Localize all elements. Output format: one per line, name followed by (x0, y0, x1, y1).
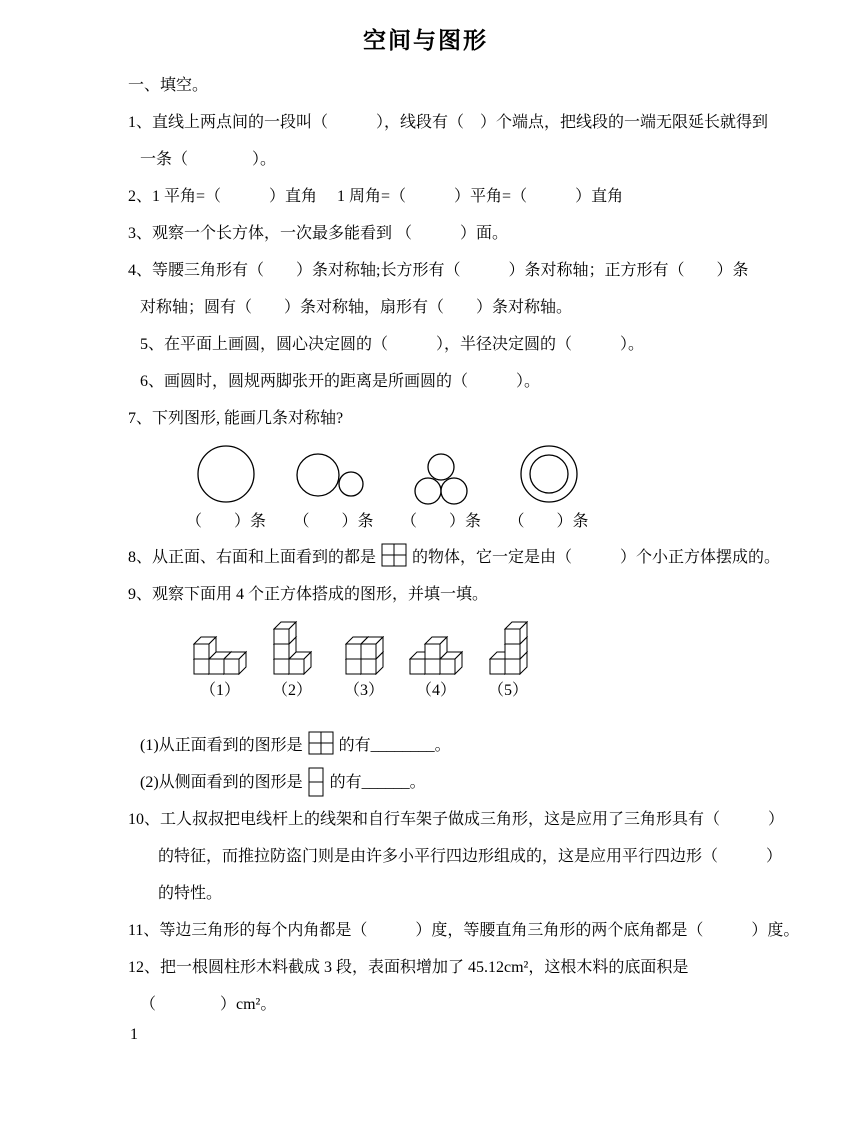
symmetry-answer-blank: （ ）条 (293, 513, 374, 530)
symmetry-figures-row (176, 443, 779, 505)
cube-figure-labels-row (184, 675, 779, 707)
question-8 (128, 539, 779, 576)
worksheet-content (0, 55, 851, 1023)
question-9: 9、观察下面用 4 个正方体搭成的图形，并填一填。 (128, 586, 489, 603)
figure-three-circles (391, 453, 491, 505)
question-6: 6、画圆时，圆规两脚张开的距离是所画圆的（ ）。 (140, 373, 541, 390)
question-10-line-2: 的特征，而推拉防盗门则是由许多小平行四边形组成的，这是应用平行四边形（ ） (158, 848, 783, 865)
figure-two-circles (276, 452, 391, 505)
cube-figure-label: （1） (199, 682, 240, 699)
question-1-line-1: 1、直线上两点间的一段叫（ ），线段有（ ）个端点，把线段的一端无限延长就得到 (128, 114, 769, 131)
cube-figures-row (184, 621, 779, 675)
question-10-line-3: 的特性。 (158, 885, 223, 902)
question-2: 2、1 平角=（ ）直角 1 周角=（ ）平角=（ ）直角 (128, 188, 624, 205)
square-grid-2x2-icon (381, 543, 407, 567)
cube-figure-label: （3） (343, 682, 384, 699)
page-title: 空间与图形 (363, 27, 488, 53)
cube-figure-5 (472, 621, 544, 675)
symmetry-answer-blank: （ ）条 (400, 513, 481, 530)
question-12-line-1: 12、把一根圆柱形木料截成 3 段，表面积增加了 45.12cm²，这根木料的底面积是 (128, 959, 689, 976)
cube-figure-3 (328, 636, 400, 675)
section-1-heading: 一、填空。 (128, 77, 209, 94)
page-number: 1 (130, 1026, 138, 1043)
concentric-circles-icon (518, 443, 580, 505)
question-1-line-2: 一条（ ）。 (140, 151, 277, 168)
question-12-line-2: （ ）cm²。 (140, 996, 277, 1013)
question-9-sub-2-post: 的有______。 (329, 774, 426, 791)
question-4-line-1: 4、等腰三角形有（ ）条对称轴;长方形有（ ）条对称轴；正方形有（ ）条 (128, 262, 749, 279)
three-circles-icon (413, 453, 469, 505)
question-10-line-1: 10、工人叔叔把电线杆上的线架和自行车架子做成三角形，这是应用了三角形具有（ ） (128, 811, 785, 828)
figure-large-circle (176, 443, 276, 505)
question-4-line-2: 对称轴；圆有（ ）条对称轴，扇形有（ ）条对称轴。 (140, 299, 573, 316)
symmetry-answer-blank: （ ）条 (185, 513, 266, 530)
cube-figure-label: （4） (415, 682, 456, 699)
question-3: 3、观察一个长方体，一次最多能看到 （ ）面。 (128, 225, 509, 242)
two-circles-icon (295, 452, 373, 498)
cube-figure-label: （5） (487, 682, 528, 699)
symmetry-answers-row (176, 505, 779, 539)
question-9-sub-2-pre: (2)从侧面看到的图形是 (140, 774, 303, 791)
question-11: 11、等边三角形的每个内角都是（ ）度，等腰直角三角形的两个底角都是（ ）度。 (128, 922, 800, 939)
question-8-text-post: 的物体，它一定是由（ ）个小正方体摆成的。 (412, 549, 781, 566)
question-9-sub-1 (128, 727, 779, 764)
large-circle-icon (195, 443, 257, 505)
cube-figure-1 (184, 636, 256, 675)
question-7: 7、下列图形, 能画几条对称轴? (128, 410, 344, 427)
question-9-sub-2 (128, 764, 779, 801)
cube-figure-4 (400, 636, 472, 675)
cube-figure-label: （2） (271, 682, 312, 699)
figure-concentric-circles (491, 443, 606, 505)
square-grid-2x2-icon (308, 731, 334, 755)
symmetry-answer-blank: （ ）条 (508, 513, 589, 530)
question-8-text-pre: 8、从正面、右面和上面看到的都是 (128, 549, 377, 566)
question-9-sub-1-pre: (1)从正面看到的图形是 (140, 737, 303, 754)
cube-figure-2 (256, 621, 328, 675)
question-9-sub-1-post: 的有________。 (338, 737, 451, 754)
question-5: 5、在平面上画圆，圆心决定圆的（ ），半径决定圆的（ ）。 (140, 336, 645, 353)
vertical-domino-icon (308, 767, 325, 798)
